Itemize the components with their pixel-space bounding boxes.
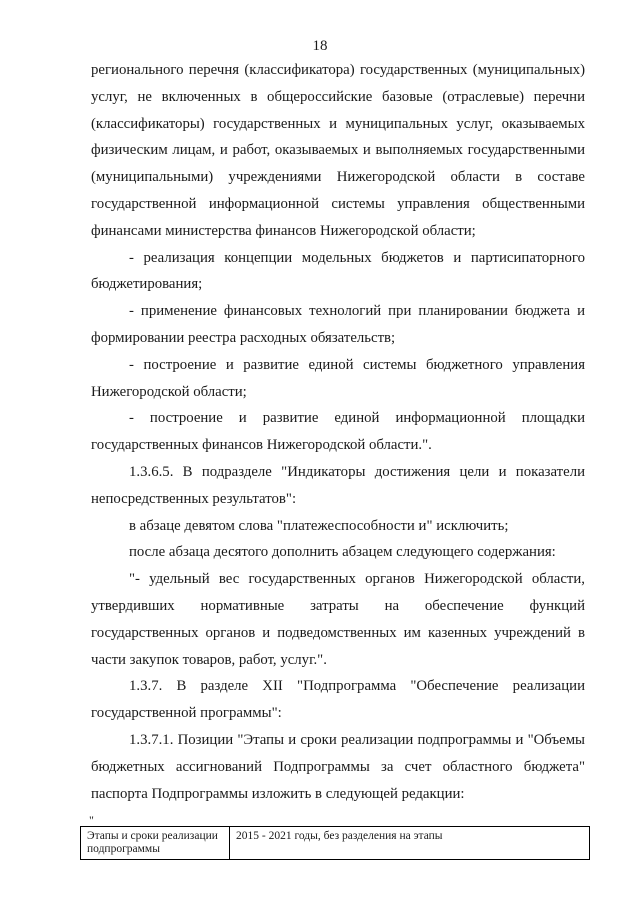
paragraph-tenth-abzac: после абзаца десятого дополнить абзацем следующего содержания: (129, 544, 556, 561)
list-item-budget-management-system: - построение и развитие единой системы бюджетного управления Нижегородской области; (91, 356, 585, 400)
list-item-information-platform: - построение и развитие единой информационной площадки государственных финансов Нижегородской области.". (91, 410, 585, 454)
list-item-financial-technologies: - применение финансовых технологий при планировании бюджета и формировании реестра расходных обязательств; (91, 303, 585, 346)
paragraph-ninth-abzac: в абзаце девятом слова "платежеспособности и" исключить; (129, 517, 509, 534)
paragraph-1-3-7: 1.3.7. В разделе XII "Подпрограмма "Обеспечение реализации государственной программы": (91, 678, 585, 722)
opening-quote-mark: " (89, 813, 94, 827)
table-cell-label: Этапы и сроки реализации подпрограммы (81, 827, 230, 860)
list-item-participatory-budgeting: - реализация концепции модельных бюджетов и партисипаторного бюджетирования; (91, 249, 585, 293)
table-row (81, 827, 590, 860)
page-number: 18 (312, 38, 328, 54)
paragraph-1-3-6-5: 1.3.6.5. В подразделе "Индикаторы достижения цели и показатели непосредственных результатов": (91, 463, 585, 507)
paragraph-1-3-7-1: 1.3.7.1. Позиции "Этапы и сроки реализации подпрограммы и "Объемы бюджетных ассигнований Подпрограммы за счет областного бюджета" паспорта Подпрограммы изложить в следующей редакции: (91, 731, 585, 802)
document-body (91, 57, 585, 807)
table-cell-value: 2015 - 2021 годы, без разделения на этапы (230, 827, 590, 860)
paragraph-quoted-indicator: "- удельный вес государственных органов Нижегородской области, утвердивших нормативные затраты на обеспечение функций государственных органов и подведомственных им казенных учреждений в части закупок товаров, работ, услуг.". (91, 571, 585, 668)
paragraph-continuation: регионального перечня (классификатора) государственных (муниципальных) услуг, не включенных в общероссийские базовые (отраслевые) перечни (классификаторы) государственных и муниципальных услуг, оказываемых физическим лицам, и работ, оказываемых и выполняемых государственными (муниципальными) учреждениями Нижегородской области в составе государственной информационной системы управления общественными финансами министерства финансов Нижегородской области; (91, 62, 585, 239)
passport-table (80, 826, 590, 860)
